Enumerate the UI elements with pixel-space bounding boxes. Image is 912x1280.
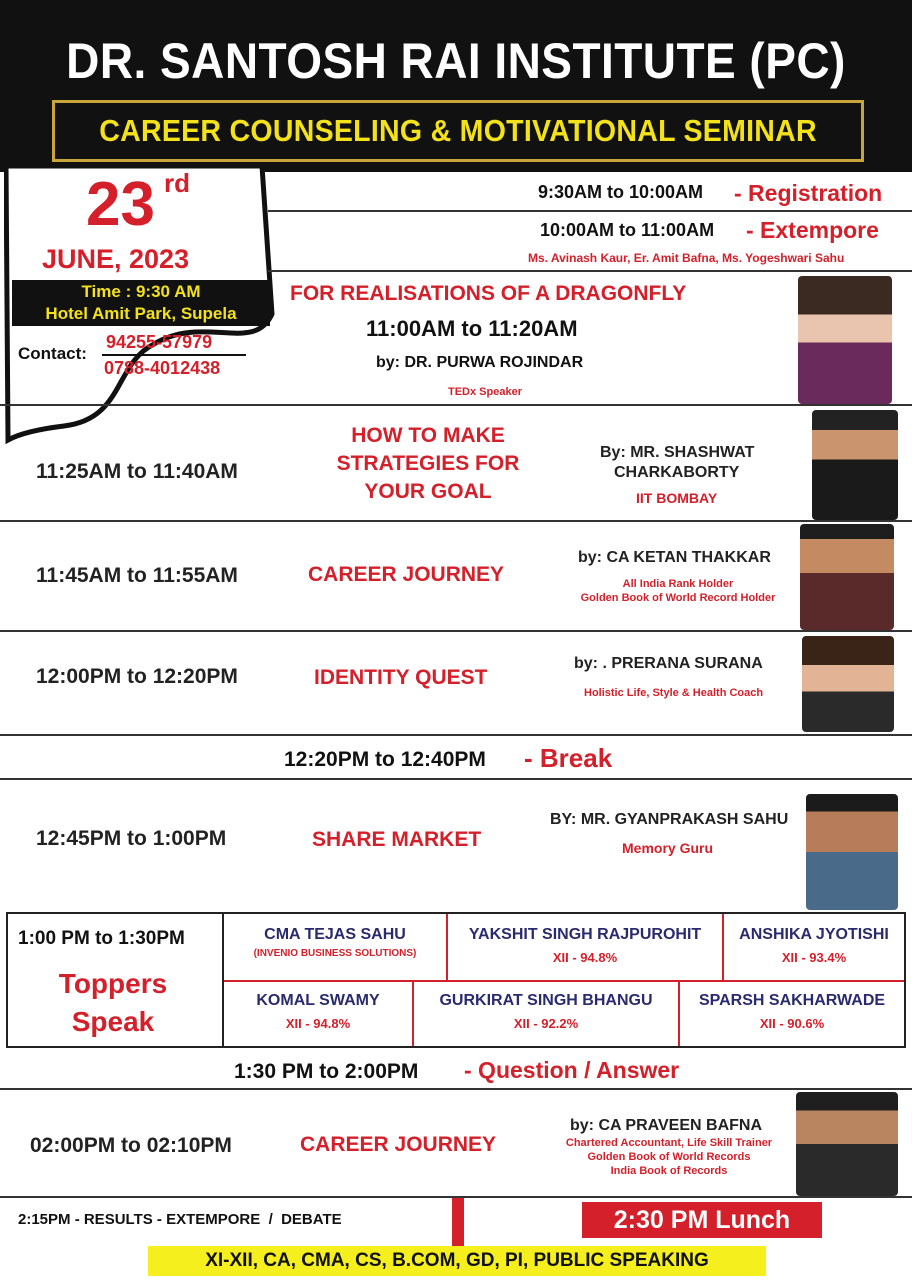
journey1-topic: CAREER JOURNEY [308, 563, 505, 586]
journey1-note2: Golden Book of World Record Holder [580, 592, 776, 604]
break-label: - Break [524, 743, 613, 773]
identity-note: Holistic Life, Style & Health Coach [584, 687, 764, 699]
footer-band [148, 1246, 766, 1276]
topper-cell [724, 926, 904, 965]
identity-time: 12:00PM to 12:20PM [36, 665, 238, 688]
toppers-table [6, 912, 906, 1048]
red-separator-bar [452, 1198, 464, 1248]
seminar-subtitle: CAREER COUNSELING & MOTIVATIONAL SEMINAR [99, 113, 817, 148]
topper-detail: XII - 92.2% [513, 1016, 579, 1031]
extempore-label: - Extempore [746, 217, 879, 243]
dragonfly-topic: FOR REALISATIONS OF A DRAGONFLY [290, 282, 687, 305]
journey2-time: 02:00PM to 02:10PM [30, 1134, 232, 1157]
event-day-suffix: rd [164, 168, 190, 198]
share-speaker: BY: MR. GYANPRAKASH SAHU [550, 811, 789, 828]
extempore-judges: Ms. Avinash Kaur, Er. Amit Bafna, Ms. Yogeshwari Sahu [528, 251, 845, 265]
dragonfly-note: TEDx Speaker [448, 386, 522, 398]
journey2-note3: India Book of Records [610, 1165, 728, 1177]
strategies-time: 11:25AM to 11:40AM [36, 460, 238, 483]
journey1-time: 11:45AM to 11:55AM [36, 564, 238, 587]
strategies-topic-line2: STRATEGIES FOR [336, 452, 520, 475]
journey2-topic: CAREER JOURNEY [300, 1133, 497, 1156]
divider [0, 520, 912, 522]
footer-courses: XI-XII, CA, CMA, CS, B.COM, GD, PI, PUBLIC SPEAKING [205, 1250, 709, 1271]
break-time: 12:20PM to 12:40PM [284, 748, 486, 771]
qa-label: - Question / Answer [464, 1057, 680, 1083]
speaker-photo-ketan [800, 524, 894, 630]
results-text: 2:15PM - RESULTS - EXTEMPORE / DEBATE [18, 1211, 342, 1228]
toppers-label-line2: Speak [71, 1006, 155, 1037]
topper-detail: XII - 94.8% [285, 1016, 351, 1031]
topper-detail: XII - 93.4% [781, 950, 847, 965]
dragonfly-time: 11:00AM to 11:20AM [366, 316, 578, 341]
topper-detail: XII - 90.6% [759, 1016, 825, 1031]
topper-name: YAKSHIT SINGH RAJPUROHIT [468, 926, 702, 943]
event-day: 23 [86, 170, 155, 239]
institute-title: DR. SANTOSH RAI INSTITUTE (PC) [66, 33, 846, 89]
divider [0, 734, 912, 736]
extempore-time: 10:00AM to 11:00AM [540, 220, 715, 240]
topper-cell [448, 926, 722, 965]
subtitle-box [52, 100, 864, 162]
topper-cell [680, 992, 904, 1031]
divider [0, 630, 912, 632]
topper-name: GURKIRAT SINGH BHANGU [439, 992, 653, 1009]
toppers-row-divider [224, 980, 904, 982]
divider [0, 778, 912, 780]
topper-cell [224, 992, 412, 1031]
speaker-photo-purwa [798, 276, 892, 404]
registration-time: 9:30AM to 10:00AM [538, 182, 704, 202]
dragonfly-speaker: by: DR. PURWA ROJINDAR [376, 354, 584, 371]
strategies-topic-line3: YOUR GOAL [364, 480, 492, 503]
topper-name: KOMAL SWAMY [256, 992, 380, 1009]
header-banner [0, 0, 912, 172]
identity-speaker: by: . PRERANA SURANA [574, 655, 763, 672]
strategies-speaker-line2: CHARKABORTY [614, 464, 740, 481]
registration-label: - Registration [734, 180, 883, 206]
share-time: 12:45PM to 1:00PM [36, 827, 227, 850]
divider [268, 270, 912, 272]
event-month-year: JUNE, 2023 [42, 244, 190, 274]
divider [0, 404, 912, 406]
event-time: Time : 9:30 AM [81, 282, 201, 301]
share-topic: SHARE MARKET [312, 828, 482, 851]
strategies-note: IIT BOMBAY [636, 490, 718, 506]
event-venue: Hotel Amit Park, Supela [45, 304, 237, 323]
toppers-time: 1:00 PM to 1:30PM [18, 928, 185, 949]
topper-name: CMA TEJAS SAHU [264, 926, 406, 943]
divider [0, 1088, 912, 1090]
speaker-photo-praveen [796, 1092, 898, 1196]
speaker-photo-gyanprakash [806, 794, 898, 910]
topper-cell [224, 926, 446, 959]
qa-time: 1:30 PM to 2:00PM [234, 1060, 419, 1083]
share-note: Memory Guru [622, 840, 714, 856]
journey2-note1: Chartered Accountant, Life Skill Trainer [565, 1137, 773, 1149]
lunch-badge: 2:30 PM Lunch [582, 1202, 822, 1238]
speaker-photo-prerana [802, 636, 894, 732]
divider [268, 210, 912, 212]
speaker-photo-shashwat [812, 410, 898, 520]
topper-name: ANSHIKA JYOTISHI [739, 926, 889, 943]
topper-cell [414, 992, 678, 1031]
topper-detail: XII - 94.8% [552, 950, 618, 965]
journey1-note1: All India Rank Holder [622, 578, 734, 590]
topper-name: SPARSH SAKHARWADE [698, 992, 886, 1009]
topper-detail: (INVENIO BUSINESS SOLUTIONS) [253, 948, 417, 959]
contact-phone-2: 0788-4012438 [104, 358, 221, 378]
contact-label: Contact: [18, 344, 87, 363]
phone-divider [102, 354, 246, 356]
strategies-speaker-line1: By: MR. SHASHWAT [600, 444, 755, 461]
contact-phone-1: 94255-57979 [106, 332, 213, 352]
strategies-topic-line1: HOW TO MAKE [351, 424, 505, 447]
identity-topic: IDENTITY QUEST [314, 666, 488, 689]
journey2-speaker: by: CA PRAVEEN BAFNA [570, 1117, 763, 1134]
journey2-note2: Golden Book of World Records [587, 1151, 751, 1163]
journey1-speaker: by: CA KETAN THAKKAR [578, 549, 771, 566]
toppers-label-line1: Toppers [58, 968, 168, 999]
